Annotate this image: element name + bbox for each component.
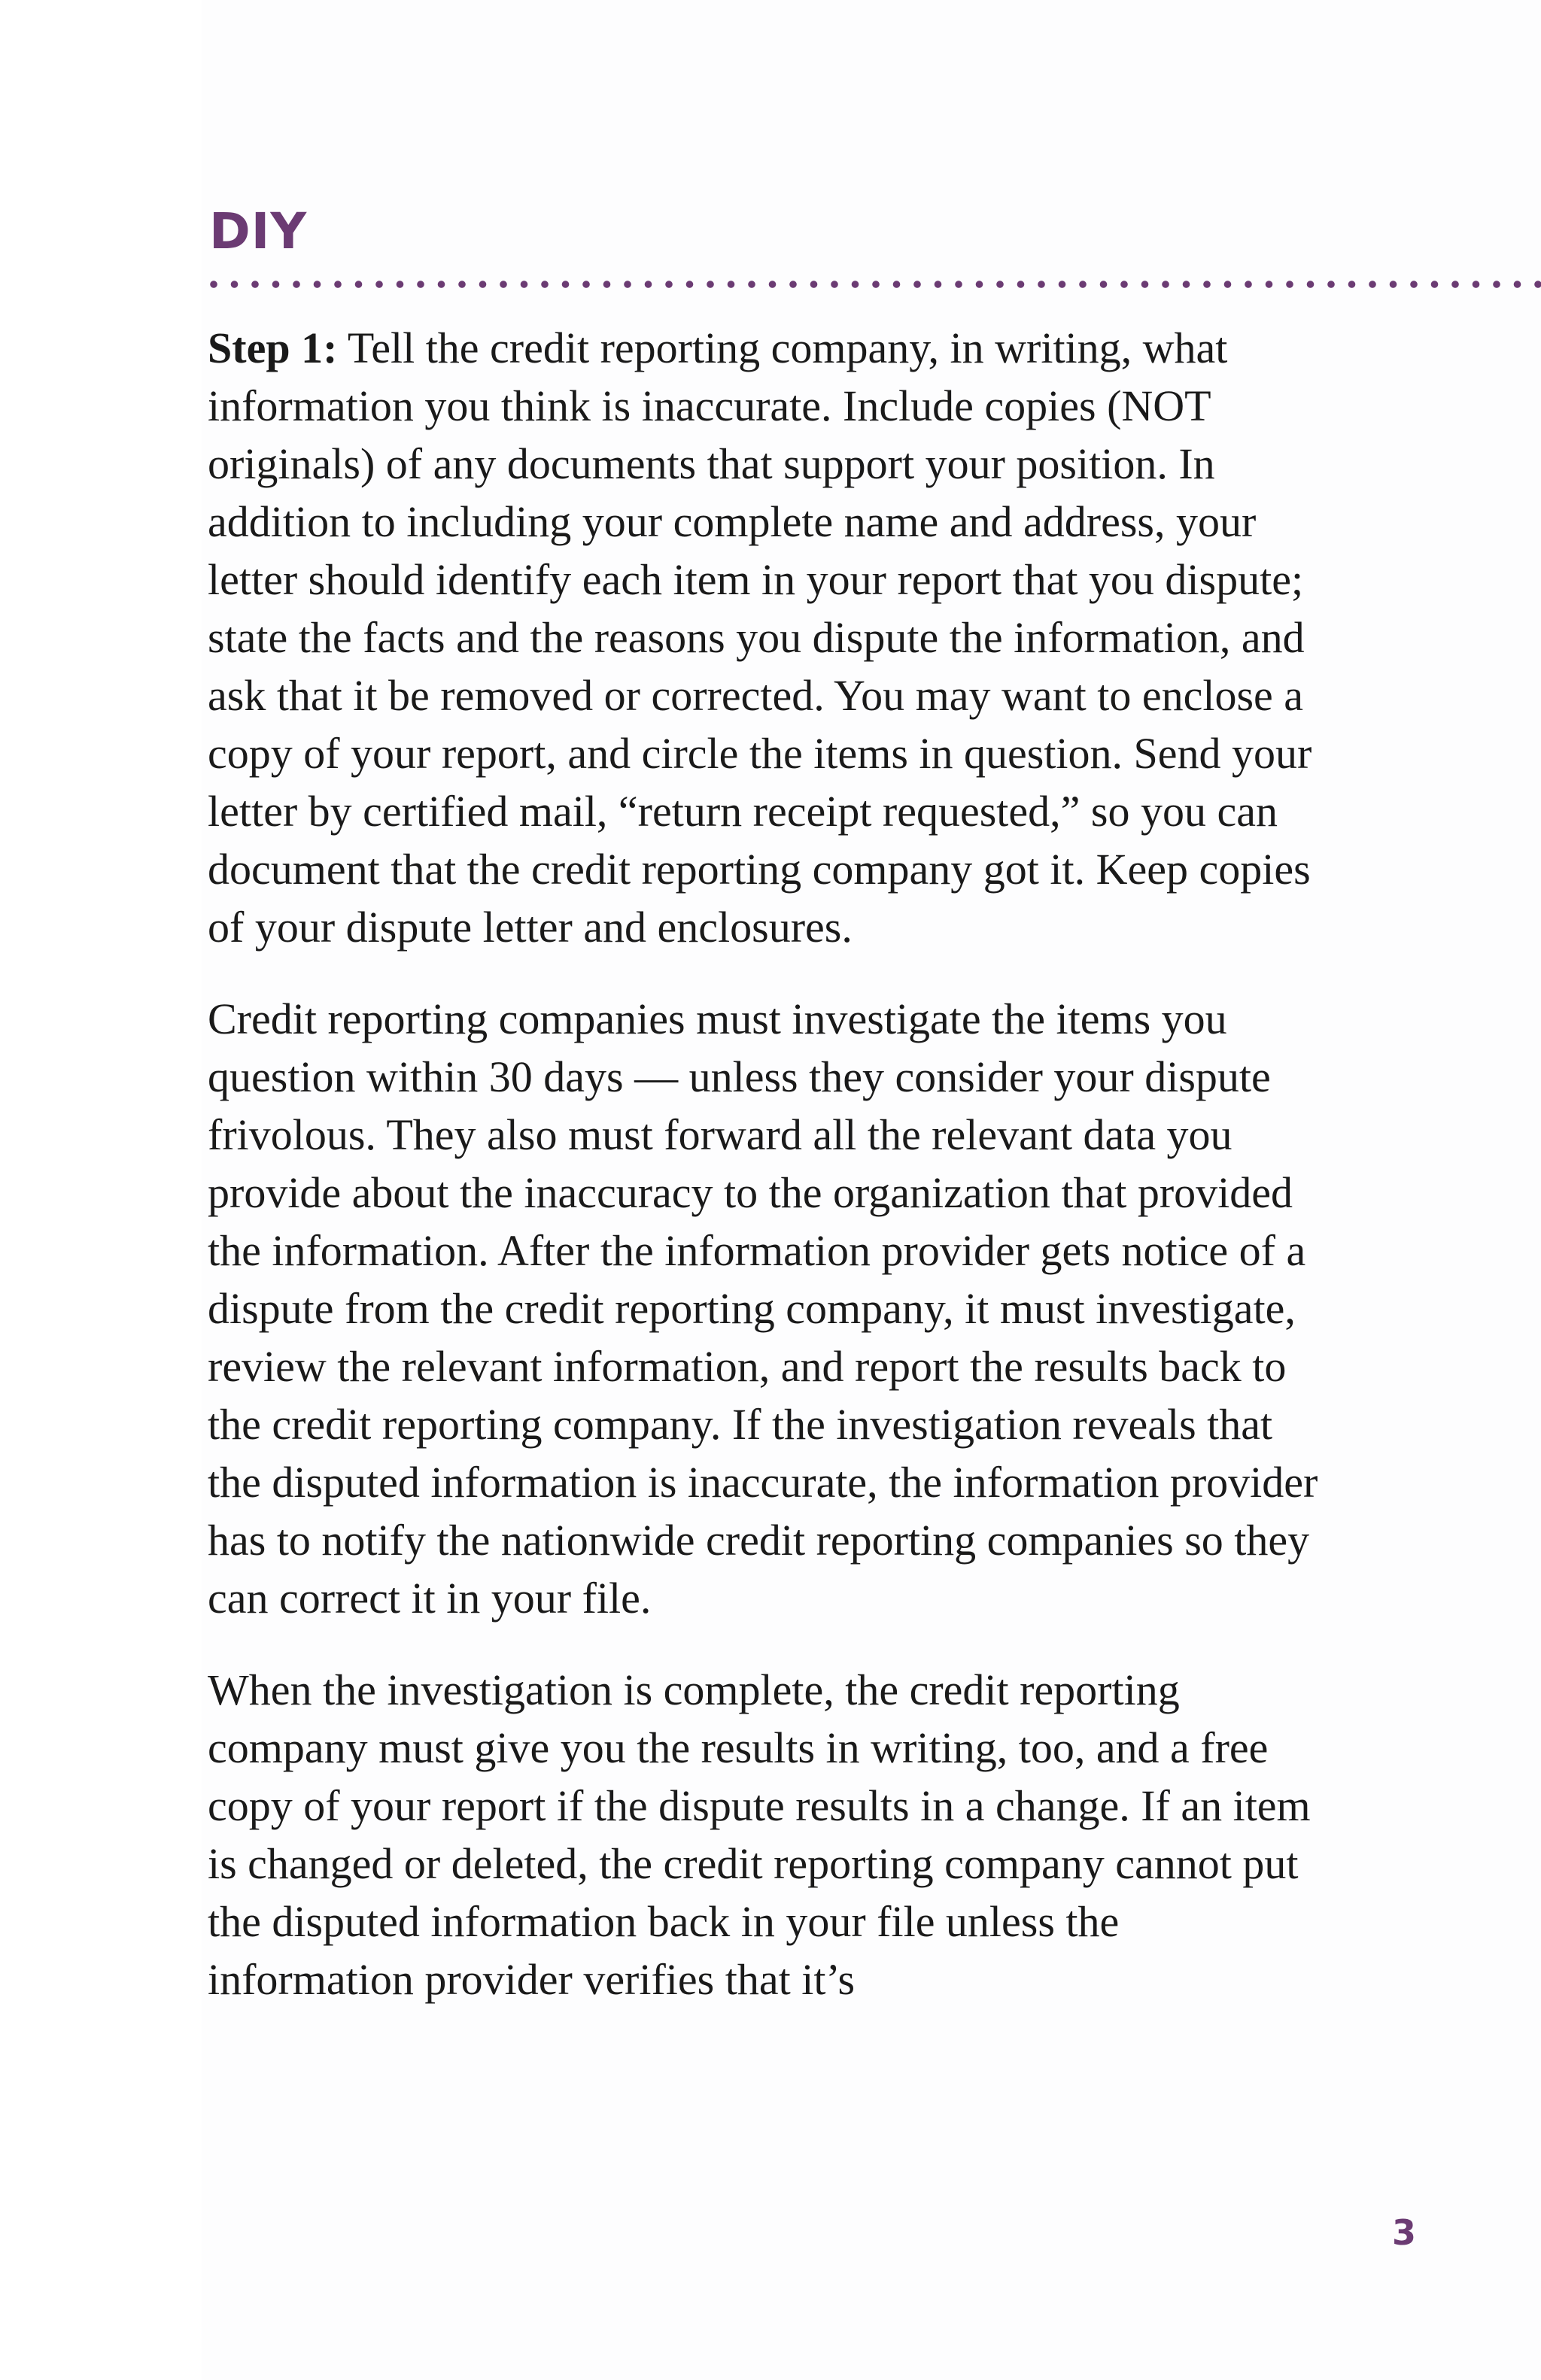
step-1-text: Tell the credit reporting company, in writing, what information you think is inaccurate. Include copies (NOT originals) of any documents that support your position. In addition to including your complete name and address, your letter should identify each item in your report that you dispute; state the facts and the reasons you dispute the information, and ask that it be removed or corrected. You may want to enclose a copy of your report, and circle the items in question. Send your letter by certified mail, “return receipt requested,” so you can document that the credit reporting company got it. Keep copies of your dispute letter and enclosures. <box>208 323 1312 952</box>
body-text <box>208 319 1321 2042</box>
step-1-label: Step 1: <box>208 323 338 372</box>
section-heading: DIY <box>209 202 308 260</box>
step-1-paragraph <box>208 319 1321 956</box>
dotted-divider <box>209 280 1541 289</box>
page-number: 3 <box>1392 2212 1417 2253</box>
results-paragraph: When the investigation is complete, the credit reporting company must give you the results in writing, too, and a free copy of your report if the dispute results in a change. If an item is changed or deleted, the credit reporting company cannot put the disputed information back in your file unless the information provider verifies that it’s <box>208 1665 1311 2004</box>
investigation-paragraph: Credit reporting companies must investigate the items you question within 30 days — unless they consider your dispute frivolous. They also must forward all the relevant data you provide about the inaccuracy to the organization that provided the information. After the information provider gets notice of a dispute from the credit reporting company, it must investigate, review the relevant information, and report the results back to the credit reporting company. If the investigation reveals that the disputed information is inaccurate, the information provider has to notify the nationwide credit reporting companies so they can correct it in your file. <box>208 994 1318 1623</box>
